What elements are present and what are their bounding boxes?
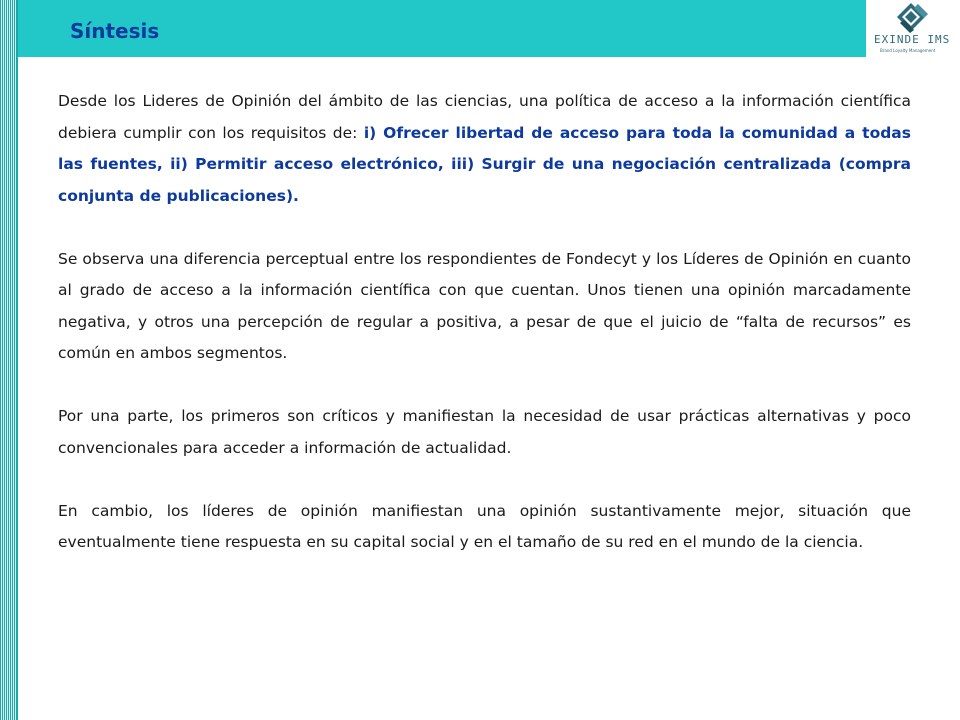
company-logo bbox=[866, 0, 960, 57]
left-edge-line bbox=[16, 0, 18, 720]
paragraph-text: En cambio, los líderes de opinión manifiestan una opinión sustantivamente mejor, situación que eventualmente tiene respuesta en su capital social y en el tamaño de su red en el mundo de la ciencia. bbox=[58, 501, 911, 551]
paragraph-critics bbox=[58, 401, 911, 464]
header-bar bbox=[18, 0, 866, 57]
paragraph-leaders bbox=[58, 496, 911, 559]
slide-body bbox=[58, 86, 911, 590]
logo-wordmark: EXINDE IMS bbox=[874, 33, 951, 46]
paragraph-requirements bbox=[58, 86, 911, 212]
paragraph-perception bbox=[58, 244, 911, 370]
logo-diamond-icon bbox=[866, 0, 960, 34]
left-stripe-decoration bbox=[0, 0, 16, 720]
paragraph-text: Desde los Lideres de Opinión del ámbito de las ciencias, una política de acceso a la información científica debiera cumplir con los requisitos de: bbox=[58, 92, 911, 142]
paragraph-text: Por una parte, los primeros son críticos y manifiestan la necesidad de usar prácticas alternativas y poco convencionales para acceder a información de actualidad. bbox=[58, 407, 911, 457]
logo-tagline: Brand Loyalty Management bbox=[880, 48, 936, 53]
paragraph-highlight: i) Ofrecer libertad de acceso para toda la comunidad a todas las fuentes, ii) Permitir acceso electrónico, iii) Surgir de una negociación centralizada (compra conjunta de publicaciones). bbox=[58, 123, 911, 205]
slide-title: Síntesis bbox=[70, 19, 160, 43]
paragraph-text: Se observa una diferencia perceptual entre los respondientes de Fondecyt y los Líderes de Opinión en cuanto al grado de acceso a la información científica con que cuentan. Unos tienen una opinión marcadamente negativa, y otros una percepción de regular a positiva, a pesar de que el juicio de “falta de recursos” es común en ambos segmentos. bbox=[58, 249, 911, 362]
